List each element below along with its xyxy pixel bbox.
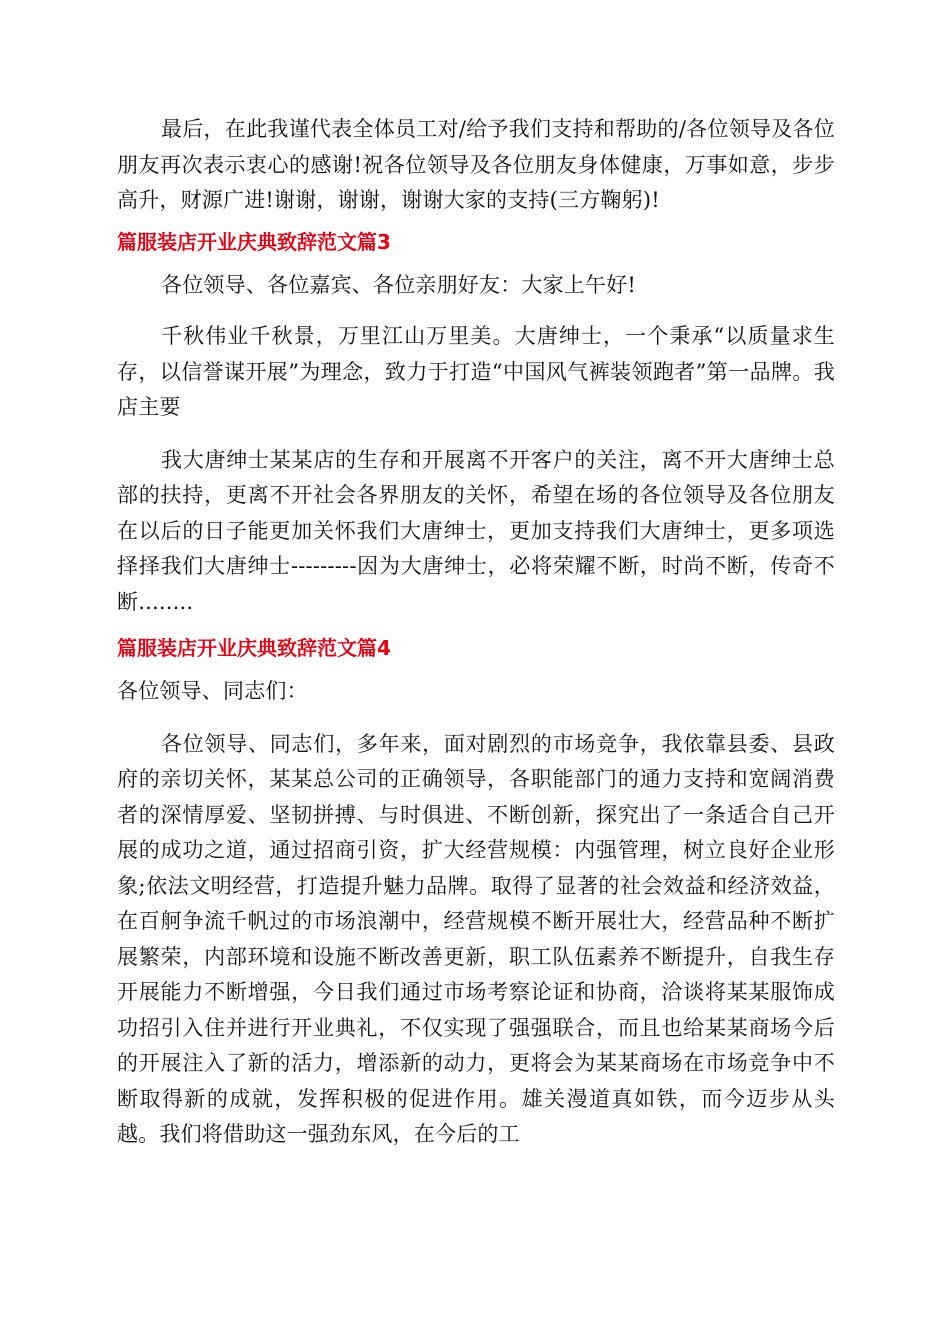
greeting-paragraph-4: 各位领导、同志们：	[117, 679, 308, 703]
body-paragraph-3: 我大唐绅士某某店的生存和开展离不开客户的关注，离不开大唐绅士总部的扶持，更离不开社会各界朋友的关怀，希望在场的各位领导及各位朋友在以后的日子能更加关怀我们大唐绅士，更加支持我们大唐绅士，更多项选择择我们大唐绅士---------因为大唐绅士，必将荣耀不断，时尚不断，传奇不断........	[117, 447, 835, 614]
section-3-heading: 篇服装店开业庆典致辞范文篇3	[117, 229, 391, 254]
section-4-heading: 篇服装店开业庆典致辞范文篇4	[117, 636, 391, 660]
greeting-paragraph-3: 各位领导、各位嘉宾、各位亲朋好友：大家上午好!	[161, 272, 637, 297]
document-page	[117, 112, 835, 1153]
intro-paragraph-3: 千秋伟业千秋景，万里江山万里美。大唐绅士，一个秉承“以质量求生存，以信誉谋开展”为理念，致力于打造“中国风气裤装领跑者”第一品牌。我店主要	[117, 324, 835, 419]
body-paragraph-4: 各位领导、同志们，多年来，面对剧烈的市场竞争，我依靠县委、县政府的亲切关怀，某某总公司的正确领导，各职能部门的通力支持和宽阔消费者的深情厚爱、坚韧拼搏、与时俱进、不断创新，探究出了一条适合自己开展的成功之道，通过招商引资，扩大经营规模：内强管理，树立良好企业形象;依法文明经营，打造提升魅力品牌。取得了显著的社会效益和经济效益，在百舸争流千帆过的市场浪潮中，经营规模不断开展壮大，经营品种不断扩展繁荣，内部环境和设施不断改善更新，职工队伍素养不断提升，自我生存开展能力不断增强，今日我们通过市场考察论证和协商，洽谈将某某服饰成功招引入住并进行开业典礼，不仅实现了强强联合，而且也给某某商场今后的开展注入了新的活力，增添新的动力，更将会为某某商场在市场竞争中不断取得新的成就，发挥积极的促进作用。雄关漫道真如铁，而今迈步从头越。我们将借助这一强劲东风，在今后的工	[117, 731, 835, 1146]
closing-paragraph: 最后，在此我谨代表全体员工对/给予我们支持和帮助的/各位领导及各位朋友再次表示衷心的感谢!祝各位领导及各位朋友身体健康，万事如意，步步高升，财源广进!谢谢，谢谢，谢谢大家的支持(三方鞠躬)!	[117, 117, 835, 212]
